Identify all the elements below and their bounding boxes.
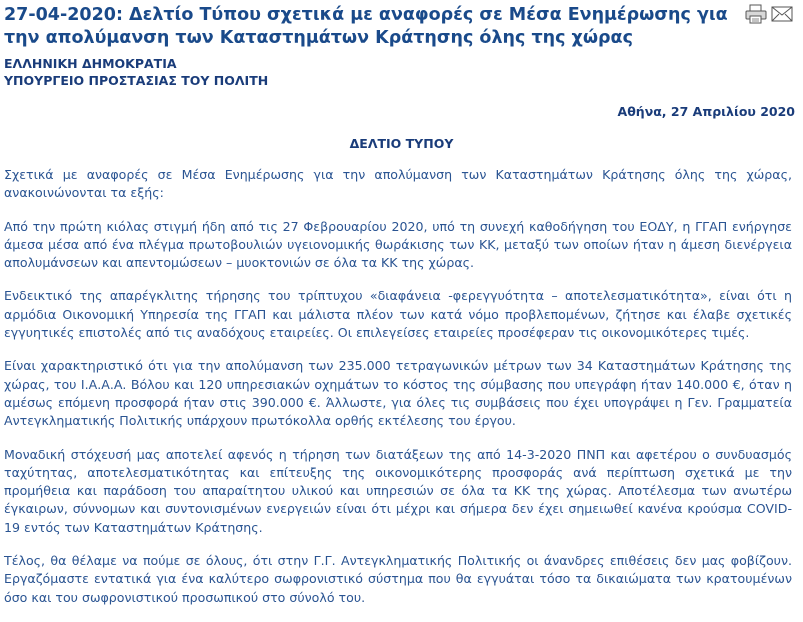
org-line-ministry: ΥΠΟΥΡΓΕΙΟ ΠΡΟΣΤΑΣΙΑΣ ΤΟΥ ΠΟΛΙΤΗ [4,73,269,88]
article-body [4,166,792,622]
paragraph: Μοναδική στόχευσή μας αποτελεί αφενός η τήρηση των διατάξεων της από 14-3-2020 ΠΝΠ και αφετέρου ο συνδυασμός ταχύτητας, αποτελεσματικότητας και επίτευξης της οικονομικότερης προσφοράς ανά περίπτωση σχετικά με την προμήθεια και παράδοση του απαραίτητου υλικού και υπηρεσιών σε όλα τα ΚΚ της χώρας. Αποτέλεσμα των ανωτέρω έγκαιρων, σύννομων και συντονισμένων ενεργειών είναι ότι μέχρι και σήμερα δεν έχει σημειωθεί κανένα κρούσμα COVID-19 εντός των Καταστημάτων Κράτησης. [4,446,792,535]
paragraph: Ενδεικτικό της απαρέγκλιτης τήρησης του τρίπτυχου «διαφάνεια -φερεγγυότητα – αποτελεσματικότητα», είναι ότι η αρμόδια Οικονομική Υπηρεσία της ΓΓΑΠ και μάλιστα πλέον των κατά νόμο προβλεπομένων, ζήτησε και έλαβε σχετικές εγγυητικές επιστολές από τις αναδόχους εταιρείες. Οι επιλεγείσες εταιρείες προσέφεραν τις οικονομικότερες τιμές. [4,288,792,341]
paragraph: Σχετικά με αναφορές σε Μέσα Ενημέρωσης για την απολύμανση των Καταστημάτων Κράτησης όλης της χώρας, ανακοινώνονται τα εξής: [4,167,792,201]
printer-icon[interactable] [744,4,768,24]
paragraph: Από την πρώτη κιόλας στιγμή ήδη από τις 27 Φεβρουαρίου 2020, υπό τη συνεχή καθοδήγηση του ΕΟΔΥ, η ΓΓΑΠ ενήργησε άμεσα μέσα από ένα πλέγμα πρωτοβουλιών υγειονομικής θωράκισης των ΚΚ, μεταξύ των οποίων ήταν η άμεση διενέργεια απολυμάνσεων και απεντομώσεων – μυοκτονιών σε όλα τα ΚΚ της χώρας. [4,218,792,271]
article-title: 27-04-2020: Δελτίο Τύπου σχετικά με αναφορές σε Μέσα Ενημέρωσης για την απολύμανση των Καταστημάτων Κράτησης όλης της χώρας [4,5,728,48]
org-line-republic: ΕΛΛΗΝΙΚΗ ΔΗΜΟΚΡΑΤΙΑ [4,56,177,71]
date-line: Αθήνα, 27 Απριλίου 2020 [617,104,795,119]
article-actions [744,4,794,24]
paragraph: Είναι χαρακτηριστικό ότι για την απολύμανση των 235.000 τετραγωνικών μέτρων των 34 Καταστημάτων Κράτησης της χώρας, του Ι.Α.Α.Α. Βόλου και 120 υπηρεσιακών οχημάτων το κόστος της σύμβασης που υπεγράφη ήταν 140.000 €, όταν η αμέσως επόμενη προσφορά ήταν στις 390.000 €. Άλλωστε, για όλες τις συμβάσεις που έχει υπογράψει η Γεν. Γραμματεία Αντεγκληματικής Πολιτικής υπάρχουν πρωτόκολλα ορθής εκτέλεσης του έργου. [4,358,792,429]
paragraph: Τέλος, θα θέλαμε να πούμε σε όλους, ότι στην Γ.Γ. Αντεγκληματικής Πολιτικής οι άνανδρες επιθέσεις δεν μας φοβίζουν. Εργαζόμαστε εντατικά για ένα καλύτερο σωφρονιστικό σύστημα που θα εγγυάται τόσο τα δικαιώματα των κρατουμένων όσο και του σωφρονιστικού προσωπικού στο σύνολό του. [4,553,792,605]
envelope-icon[interactable] [770,4,794,24]
organization-block [4,55,268,89]
press-release-heading: ΔΕΛΤΙΟ ΤΥΠΟΥ [349,136,454,151]
